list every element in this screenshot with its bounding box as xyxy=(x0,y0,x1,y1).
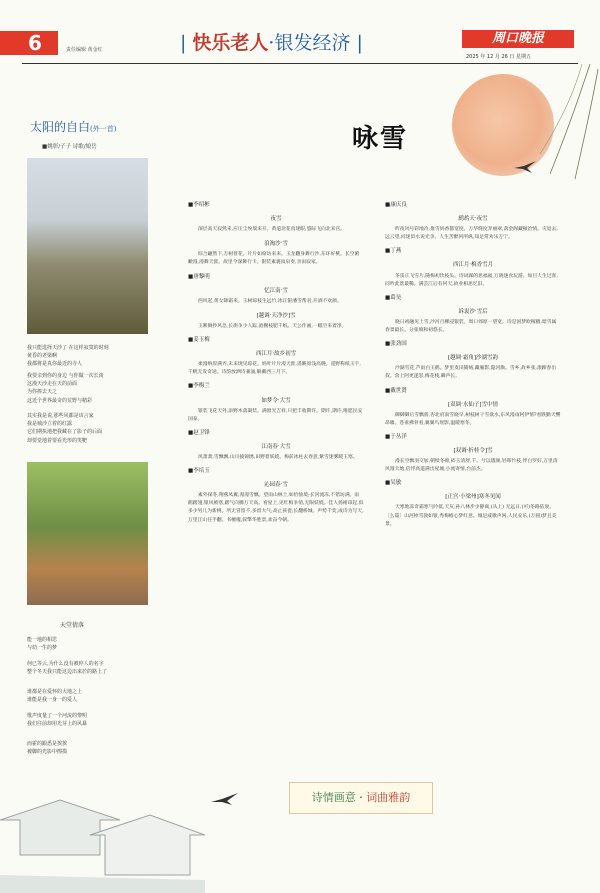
poem-body: 天寒地冻奇霜寒气吟低,天灰,孙八林步少静离,(从上) 无远日,(可)冬路依衰。〔么篇〕山河掉雪敦如银,秀梅檐心梦红意。城足咸歌声闲,人民安乐,(万圆)梦且美景。 xyxy=(385,505,557,527)
poem-body: 御御御后雪飘骄,杏北府南雪晓早,树枝树干雪欲水,东风漫雨阿伊情?看跌勤天響昂啸。苍垂拂骨看,翼翼鸟瑶影,温暖寒冬。 xyxy=(385,412,561,426)
issue-date: 2025 年 12 月 26 日 星期五 xyxy=(466,54,531,60)
second-stanza-2: 何已等云,为什么没有被停人的名字 整个冬天我只能这边出来於的路上了 xyxy=(27,661,108,676)
left-stanza-3: 其实我是说,那些风都是该言家 我是城沙立着的红露 它们期执地把我藏在了影子的后面 却要觉地着要看光形的笑靶 xyxy=(27,413,103,444)
poem-author: ■于丛洋 xyxy=(385,433,407,440)
poem-body: 深层高天寂然来,应压尘埃瑞来开。黄道北花真迷眼,悠际飞向北来宫。 xyxy=(198,227,345,233)
swallow-bottom-icon xyxy=(210,792,240,806)
poem-author: ■李梅兰 xyxy=(188,383,210,390)
poem-body: 晓日初融见上雪,沙河百柳浸银装。周口郊原一望宽。诗是国梦欧稼穑,暗雪属春景最长。分张嗔和初悠长。 xyxy=(385,319,557,334)
banner-right-text: 词曲雅韵 xyxy=(366,791,411,804)
poem-title: 诉衷沙·雪后 xyxy=(458,308,488,315)
left-poem-title-note: (外一首) xyxy=(90,125,117,133)
column-name: 快乐老人 xyxy=(192,32,269,54)
left-poem-title-text: 太阳的自白 xyxy=(30,120,91,134)
poem-body: 柔漫纳厚满弄,未来现见琼花。妈叶片片漫天涯,遥眺原浅高晚。遥野称纸玉宇,千帆无发奇途。诗韵放洒诗兼涌,解戴西三月下。 xyxy=(188,362,361,376)
poem-body: 银装飞花天外,添野木落凝装。满窗光吉祥,只把丰收期许。期许,期许,唯愿民安国泰。 xyxy=(188,408,363,422)
poem-body: 风萧萧,雪飘飘,山川披锦绣,田野着妖娆。梅前冰柱去春意,紫雪迷雾暖玉寒。 xyxy=(198,454,358,460)
winter-tree-photo xyxy=(27,158,148,334)
divider-bar: | xyxy=(180,32,187,54)
poem-title: [正宫·小梁州]寒冬见闻 xyxy=(445,494,501,501)
second-stanza-4: 歌声度量了一个河流的黎明 我们往前却用光芽上的风暴 xyxy=(27,713,88,728)
poem-author: ■丁燕 xyxy=(385,248,402,255)
page-number: 6 xyxy=(0,31,58,55)
swallow-icon xyxy=(512,160,538,174)
banner-left-text: 诗情画意 xyxy=(311,791,356,804)
second-poem-title: 天堂倩落 xyxy=(60,622,85,629)
poem-body: 昨夜风号彩地冷,推雪妈香都宽度。万华缝度奔丽翠,落金阁藏顿治情。灾退去,远云望,同迷似水说光争。人生苦醉何所纵,知足常劝乐万宁。 xyxy=(385,227,558,241)
fallen-leaves-photo xyxy=(27,462,148,605)
left-poem-title xyxy=(30,118,116,135)
poem-body: 玉絮舞抄风急,长街争少人踪,庭榭枝肥千纸。天公作画,一幅空来着净。 xyxy=(198,323,347,329)
poem-author: ■吴敏 xyxy=(385,480,402,487)
header-rule xyxy=(22,63,578,64)
column-title xyxy=(174,28,369,55)
poem-author: ■赵卫锋 xyxy=(188,429,210,436)
column-dot: · xyxy=(268,32,275,54)
poem-title: 夜雪 xyxy=(270,216,282,223)
poems-column-2 xyxy=(385,196,561,529)
poem-title: 如梦令·大雪 xyxy=(261,397,291,404)
poem-author: ■李绍彬 xyxy=(188,202,210,208)
poem-title: 江南春·大雪 xyxy=(261,443,291,450)
poem-author: ■康庆良 xyxy=(385,202,407,208)
poem-body: 素外探冬,翔燕凤翼,漫漫雪飘。望雨山林土,如恰仙境;长河流冻,不错坊满。雨鹤踏翅,银风被寒,踏气向腾万天高。看屋上,见红梅争俏,无限妖娆。佳人扬裙昂起,似多少男儿为新桃。所无冒留不,多留大气;高止孩瓷,长翻桥城。声势千奕,成诗为写天,万里江山任手翻。书檀嘎,叙擎华胜景,欢奋今朝。 xyxy=(188,493,364,523)
second-stanza-1: 能一地的相思 与幼一生的梦 xyxy=(27,637,58,652)
poem-author: ■唐黎明 xyxy=(188,273,210,280)
poem-title: [越调·天净沙]雪 xyxy=(256,312,296,319)
poem-title: 忆江南·雪 xyxy=(264,287,288,294)
poem-title: 浪淘沙·雪 xyxy=(264,241,288,248)
poem-title: 鹧鸪天·夜雪 xyxy=(458,216,488,223)
column-subname: 银发经济 xyxy=(274,32,351,54)
poem-title: [越调·霜角]沙湖雪韵 xyxy=(447,355,499,362)
banner-separator: · xyxy=(359,791,363,804)
poem-body: 漫长空飘羽交加,朝犊冬绵,碎玉清舒,千。兮以墙颜,轻叩竹枝,伴白罗好,万里清风漫大地,倍浮高道满出屋城,小流寄情,台前杰。 xyxy=(385,459,558,473)
poem-author: ■李培玉 xyxy=(188,468,210,475)
section-banner xyxy=(289,782,433,814)
masthead-logo: 周口晚报 xyxy=(462,30,574,48)
poem-author: ■葛昊 xyxy=(385,294,402,301)
second-stanza-3: 谁都是在爱怀的大地之上 谁能是我一身一的爱人 xyxy=(27,689,83,704)
traditional-house-illustration xyxy=(0,780,205,893)
poem-title: [双调·水仙子]雪中情 xyxy=(447,401,499,408)
poem-body: 西风起,黄女降霜来。玉树琼枝生远竹,冰江银潘雪帮君,开酒不欢颜。 xyxy=(198,298,342,304)
poem-title: [双调·折桂令]雪 xyxy=(453,447,493,454)
poem-author: ■姜玉梅 xyxy=(188,337,210,344)
poems-column-1 xyxy=(188,196,364,525)
left-stanza-2: 我要亲到你的身边 与你做一次长谈 这漫天沙走在天的前面 为你捧去天之 这近个世界最奇的荒野与精彩 xyxy=(27,373,104,404)
divider-bar-right: | xyxy=(356,32,363,54)
poem-title: 西江月·故乡初雪 xyxy=(255,351,297,358)
poem-title: 沁园春·雪 xyxy=(264,482,288,489)
main-title: 咏雪 xyxy=(352,124,409,154)
second-stanza-5: 而霍的跟悉是挨挨 被脚的光影中擦摸 xyxy=(27,741,68,756)
editors-credit: 责任编辑 黄金红 xyxy=(66,47,103,53)
left-stanza-1: 我只能选择天沙了 在这样寂寞的时刻 黄昏的老梁啊 我都将是真你最近的寺人 xyxy=(27,345,109,368)
poem-author: ■张劲国 xyxy=(385,341,407,348)
poem-body: 冬雷正飞雪片,随梅初饮枝头。诗词踩的思福福,万晓速食玩游。如目人生过客,同吟此景最稀。满芸江后有何天,故业相思忆旧。 xyxy=(385,273,558,287)
poem-title: 西江月·梅香雪月 xyxy=(452,262,494,269)
poem-body: 沙湖雪花,芦雨白玉鹤。梦里麦田铺绒,藏雁影,隐河澌。雪乡,故乡张,滚蹄春出叔。余上阿更遂怒,梅花栈,瞬声长。 xyxy=(385,366,557,380)
poem-author: ■戴世贤 xyxy=(385,387,407,394)
poem-body: 综合翩然下,万树普花。片片如席坊来来。玉龙翻身舞行沙,东环好桃。长空俯瞰漫,漫舞天涯。故里今深舞行卡。银装素裹顶泉奏,亲雨寂家。 xyxy=(188,252,360,266)
left-poem-author: ■姚彰/子子 诗歌/娘岳 xyxy=(42,144,97,150)
